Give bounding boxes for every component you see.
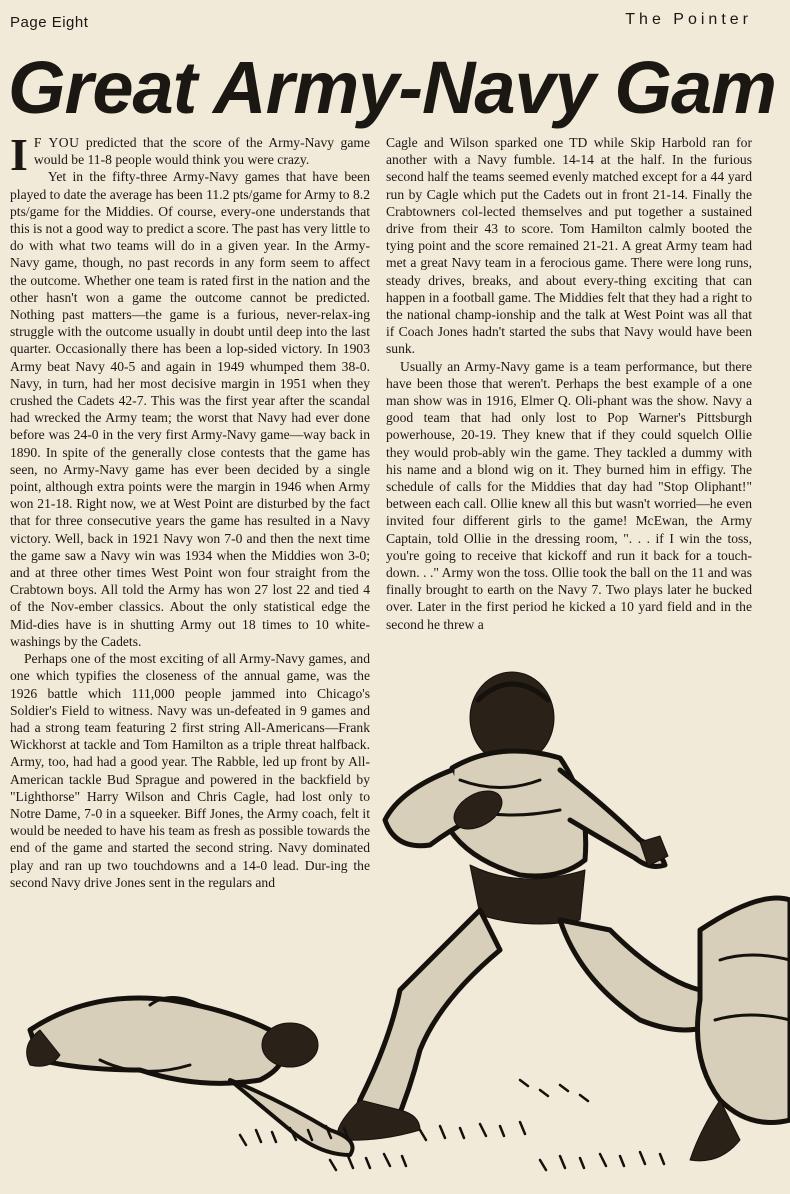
- drop-cap: I: [10, 134, 28, 180]
- article-paragraph-2: Yet in the fifty-three Army-Navy games that have been played to date the average has been 11.2 pts/game for Army to 8.2 pts/game for the Middies. Of course, every-one understands that this is not a good way to predict a score. The past has very little to do with what two teams will do in a given year. In the Army-Navy game, though, no past records in any form seem to affect the outcome. Whether one team is rated first in the nation and the other hasn't won a game the outcome cannot be predicted. Nothing past matters—the game is a furious, never-relax-ing struggle with the outcome usually in doubt until deep into the last quarter. Occasionally there has been a lop-sided victory. In 1903 Army beat Navy 40-5 and again in 1949 whumped them 38-0. Navy, in turn, had her most decisive margin in 1951 when they crushed the Cadets 42-7. This was the first year after the scandal had wrecked the Army team; the worst that Navy had ever done before was 24-0 in the very first Army-Navy game—way back in 1890. In spite of the generally close contests that the game has seen, no Army-Navy game has ever been decided by a single point, although extra points were the margin in 1946 when Army won 21-18. Right now, we at West Point are disturbed by the fact that for three consecutive years the game has resulted in a Navy victory. Well, back in 1921 Navy won 7-0 and then the next time the game saw a Navy win was 1934 when the Middies won 3-0; and at three other times West Point won four straight from the Crabtown boys. All told the Army has won 27 lost 22 and tied 4 of the Nov-ember classics. About the only statistical edge the Mid-dies have is in shutting Army out 18 times to 10 white-washings by the Cadets.: [10, 169, 370, 649]
- article-paragraph-3: Perhaps one of the most exciting of all Army-Navy games, and one which typifies the closeness of the annual game, was the 1926 battle which 111,000 people jammed into Chicago's Soldier's Field to witness. Navy was un-defeated in 9 games and had a strong team featuring 2 first string All-Americans—Frank Wickhorst at tackle and Tom Hamilton as a triple threat halfback. Army, too, had had a good year. The Rabble, led up front by All-American tackle Bud Sprague and powered in the backfield by "Lighthorse" Harry Wilson and Chris Cagle, had lost only to Notre Dame, 7-0 in a squeeker. Biff Jones, the Army coach, felt it would be needed to have his team as fresh as possible towards the end of the game and started the second string. Navy dominated play and ran up two touchdowns and a 14-0 lead. Dur-ing the second Navy drive Jones sent in the regulars and: [10, 651, 370, 890]
- article-column-left: [10, 134, 370, 954]
- running-player-figure: [338, 672, 746, 1140]
- article-headline: Great Army-Navy Gam: [8, 46, 776, 129]
- lead-caps: F YOU: [33, 135, 80, 150]
- article-column-right: [386, 134, 752, 694]
- article-paragraph-1: [10, 134, 370, 180]
- page-number-label: Page Eight: [10, 14, 89, 31]
- tackling-player-figure: [690, 898, 790, 1161]
- paragraph-text: predicted that the score of the Army-Navy game would be 11-8 people would think you were crazy.: [33, 135, 370, 168]
- fallen-player-figure: [27, 998, 353, 1156]
- article-paragraph-4: Cagle and Wilson sparked one TD while Skip Harbold ran for another with a Navy fumble. 14-14 at the half. In the furious second half the teams seemed evenly matched except for a 44 yard run by Cagle which put the Cadets out in front 21-14. Finally the Crabtowners col-lected themselves and put together a sustained drive from their 43 to score. Tom Hamilton calmly booted the tying point and the score remained 21-21. A great Army team had met a great Navy team in a ferocious game. There were long runs, steady drives, breaks, and about every-thing exciting that can happen in a football game. The Middies felt that they had a right to the national champ-ionship and the talk at West Point was all that if Coach Jones hadn't started the subs that Navy would have been sunk.: [386, 135, 752, 357]
- magazine-name: The Pointer: [625, 11, 752, 28]
- article-paragraph-5: Usually an Army-Navy game is a team performance, but there have been those that weren't. Perhaps the best example of a one man show was in 1916, Elmer Q. Oli-phant was the show. Navy a good team that had only lost to Pop Warner's Pittsburgh powerhouse, 20-19. They knew that if they could squelch Ollie they would prob-ably win the game. They tackled a dummy with his name and a blond wig on it. They burned him in effigy. The schedule of calls for the Middies that day had "Stop Oliphant!" between each call. Ollie knew all this but wasn't worried—he even invited four different girls to the game! McEwan, the Army Captain, told Ollie in the dressing room, ". . . if I win the toss, you're going to receive that kickoff and run it back for a touch-down. . ." Army won the toss. Ollie took the ball on the 11 and was finally brought to earth on the Navy 7. Two plays later he bucked over. Later in the first period he kicked a 10 yard field and in the second he threw a: [386, 358, 752, 632]
